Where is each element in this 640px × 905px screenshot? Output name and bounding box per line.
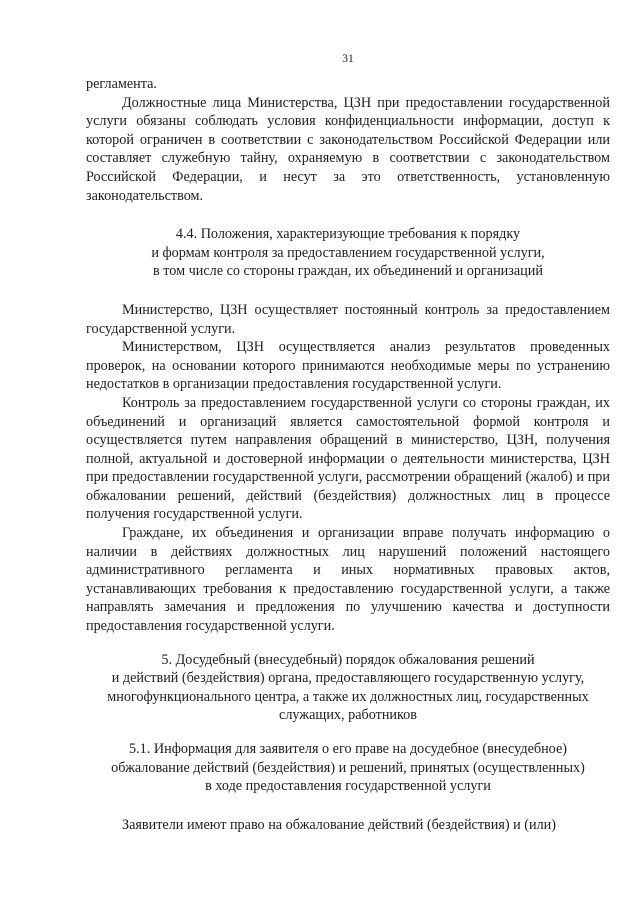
paragraph-constant-control: Министерство, ЦЗН осуществляет постоянный контроль за предоставлением государственной услуги. (86, 301, 610, 337)
heading-line: в ходе предоставления государственной услуги (205, 778, 491, 795)
paragraph-appeal-right: Заявители имеют право на обжалование действий (бездействия) и (или) (122, 816, 556, 833)
heading-line: и формам контроля за предоставлением государственной услуги, (151, 244, 545, 261)
section-heading-4-4 (86, 225, 610, 281)
paragraph-citizen-control: Контроль за предоставлением государственной услуги со стороны граждан, их объединений и организаций является самостоятельной формой контроля и осуществляется путем направления обращений в министерство, ЦЗН, получения полной, актуальной и достоверной информации о деятельности министерства, ЦЗН при предоставлении государственной услуги, рассмотрении обращений (жалоб) и при обжаловании решений, действий (бездействия) должностных лиц в процессе получения государственной услуги. (86, 394, 610, 523)
heading-line: служащих, работников (279, 707, 417, 724)
section-heading-5-1 (86, 740, 610, 796)
heading-line: обжалование действий (бездействия) и решений, принятых (осуществленных) (111, 759, 585, 776)
heading-line: 4.4. Положения, характеризующие требования к порядку (175, 226, 521, 243)
paragraph-continuation: регламента. (86, 76, 157, 92)
paragraph-analysis: Министерством, ЦЗН осуществляется анализ результатов проведенных проверок, на основании которого принимаются необходимые меры по устранению недостатков в организации предоставления государственной услуги. (86, 339, 610, 393)
document-body (86, 75, 610, 834)
section-heading-5 (86, 651, 610, 725)
paragraph-confidentiality: Должностные лица Министерства, ЦЗН при предоставлении государственной услуги обязаны соблюдать условия конфиденциальности информации, доступ к которой ограничен в соответствии с законодательством Российской Федерации или составляет служебную тайну, охраняемую в соответствии с законодательством Российской Федерации, и несут за это ответственность, установленную законодательством. (86, 94, 610, 204)
heading-line: многофункционального центра, а также их должностных лиц, государственных (107, 688, 589, 705)
page-number: 31 (342, 53, 354, 65)
heading-line: 5.1. Информация для заявителя о его праве на досудебное (внесудебное) (129, 741, 567, 757)
paragraph-citizen-rights: Граждане, их объединения и организации вправе получать информацию о наличии в действиях должностных лиц нарушений положений настоящего административного регламента и иных нормативных правовых актов, устанавливающих требования к предоставлению государственной услуги, а также направлять замечания и предложения по улучшению качества и доступности предоставления государственной услуги. (86, 525, 610, 635)
heading-line: в том числе со стороны граждан, их объединений и организаций (153, 263, 543, 280)
heading-line: 5. Досудебный (внесудебный) порядок обжалования решений (161, 651, 535, 668)
heading-line: и действий (бездействия) органа, предоставляющего государственную услугу, (111, 670, 585, 687)
